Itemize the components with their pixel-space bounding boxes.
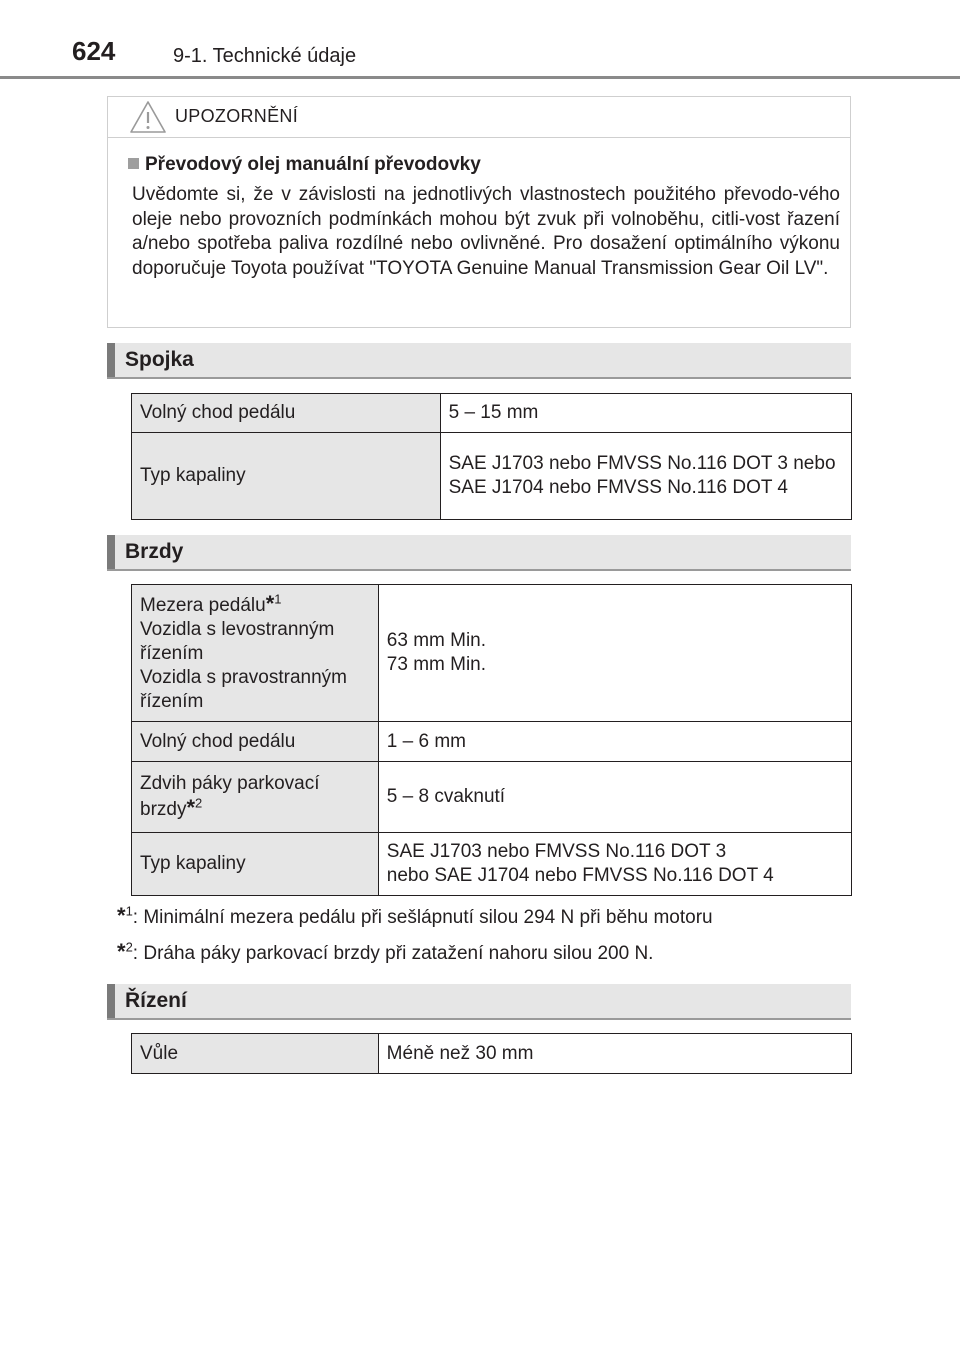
brzdy-table [131,584,852,896]
section-heading-brzdy [107,535,851,571]
table-value [378,585,851,722]
table-row [132,585,852,722]
table-value: 1 – 6 mm [378,722,851,762]
asterisk-mark: * [117,939,126,964]
fluid-line-2: nebo SAE J1704 nebo FMVSS No.116 DOT 4 [386,865,774,886]
section-heading-spojka [107,343,851,379]
caution-subtitle-text: Převodový olej manuální převodovky [145,154,481,175]
footnote-ref: 2 [195,795,203,811]
table-key [132,585,379,722]
footnote-text: : Dráha páky parkovací brzdy při zatažení nahoru silou 200 N. [132,943,654,964]
caution-text: Uvědomte si, že v závislosti na jednotlivých vlastnostech použitého převodo-vého oleje nebo provozních podmínkách mohou být zvuk při volnoběhu, citli-vost řazení a/nebo spotřeba paliva rozdílné nebo ovlivněné. Pro dosažení optimálního výkonu doporučuje Toyota používat "TOYOTA Genuine Manual Transmission Gear Oil LV". [132,184,840,279]
caution-box [107,96,851,328]
table-row [132,722,852,762]
footnote-ref: 1 [274,591,282,607]
table-key [132,762,379,833]
table-key: Volný chod pedálu [132,722,379,762]
fluid-line-1: SAE J1703 nebo FMVSS No.116 DOT 3 [386,841,727,862]
section-bar [107,343,115,377]
table-row [132,394,852,433]
pedal-gap-label: Mezera pedálu*$^1$ [140,591,282,616]
section-bar [107,984,115,1018]
rizeni-table [131,1033,852,1074]
page-header [0,0,960,80]
table-row [132,1034,852,1074]
bullet-square-icon [128,158,139,169]
footnote-number: 2 [125,939,133,955]
footnote-1 [117,904,713,930]
rhd-label: Vozidla s pravostranným řízením [140,667,347,712]
footnote-number: 1 [125,903,133,919]
spojka-table [131,393,852,520]
footnote-2 [117,940,653,966]
table-row [132,762,852,833]
table-key: Volný chod pedálu [132,394,441,433]
caution-subtitle [128,154,481,176]
lhd-label: Vozidla s levostranným řízením [140,619,335,664]
section-label: 9-1. Technické údaje [173,45,357,67]
section-heading-rizeni [107,984,851,1020]
table-row [132,433,852,520]
caution-header [108,97,850,138]
asterisk-mark: * [117,903,126,928]
rhd-value: 73 mm Min. [386,654,487,675]
footnote-text: : Minimální mezera pedálu při sešlápnutí silou 294 N při běhu motoru [132,907,713,928]
section-heading-label: Spojka [125,348,194,371]
warning-triangle-icon [128,99,168,135]
table-value: 5 – 8 cvaknutí [378,762,851,833]
parking-brake-label: Zdvih páky parkovací brzdy [140,773,320,820]
section-bar [107,535,115,569]
asterisk-mark: * [265,591,275,616]
table-value: SAE J1703 nebo FMVSS No.116 DOT 3 nebo SAE J1704 nebo FMVSS No.116 DOT 4 [440,433,851,520]
section-heading-label: Řízení [125,989,187,1012]
table-value: Méně než 30 mm [378,1034,851,1074]
section-heading-label: Brzdy [125,540,184,563]
asterisk-mark: * [186,795,196,820]
caution-title: UPOZORNĚNÍ [175,106,299,126]
page-number: 624 [72,36,116,66]
table-value: 5 – 15 mm [440,394,851,433]
table-value [378,833,851,896]
header-divider [0,76,960,79]
table-key: Vůle [132,1034,379,1074]
lhd-value: 63 mm Min. [386,630,487,651]
table-row [132,833,852,896]
table-key: Typ kapaliny [132,833,379,896]
table-key: Typ kapaliny [132,433,441,520]
